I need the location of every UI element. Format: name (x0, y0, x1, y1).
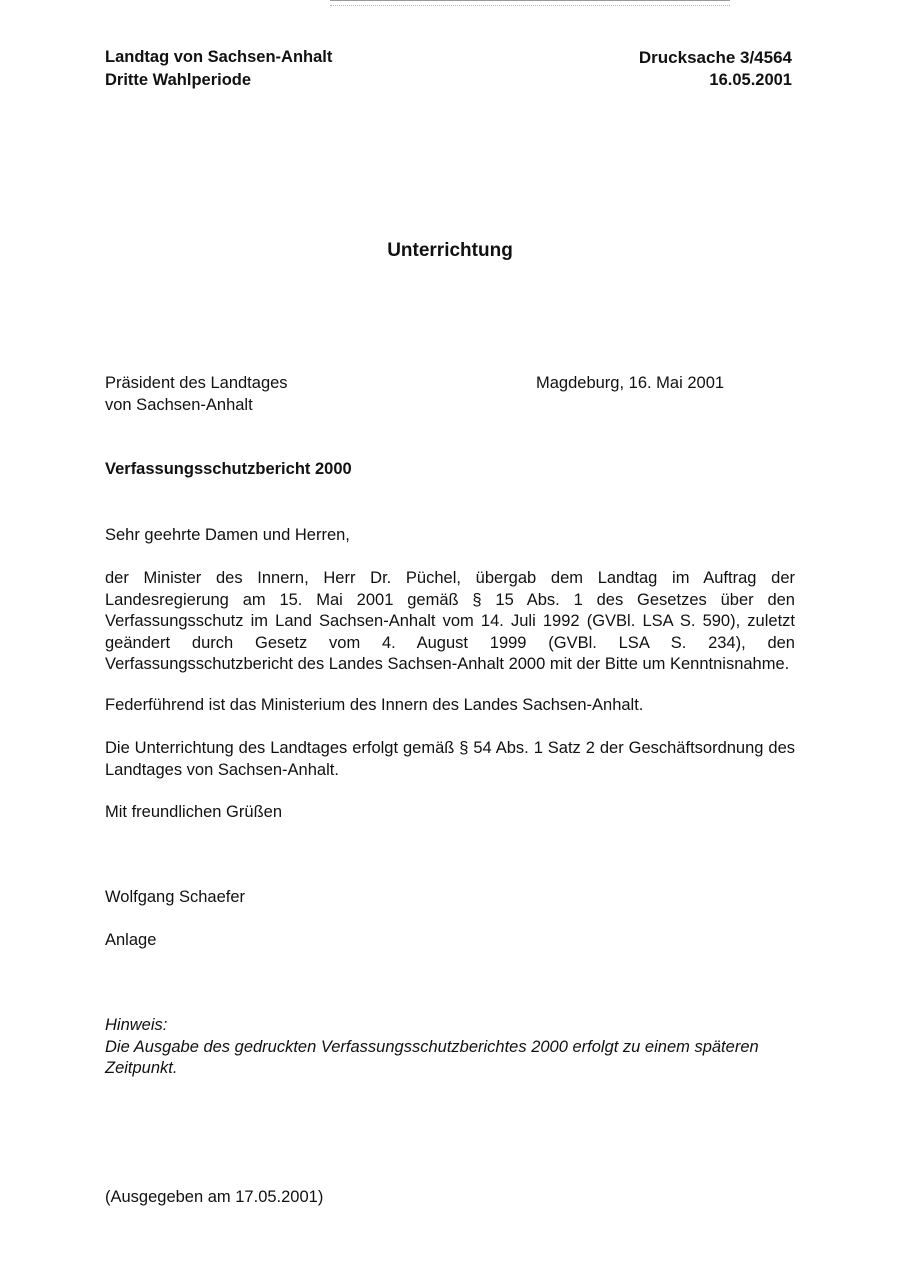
subject-line: Verfassungsschutzbericht 2000 (105, 460, 352, 478)
closing-greeting: Mit freundlichen Grüßen (105, 803, 282, 821)
attachment-label: Anlage (105, 931, 157, 949)
sender-line-2: von Sachsen-Anhalt (105, 395, 253, 414)
sender-line-1: Präsident des Landtages (105, 374, 288, 392)
signature-name: Wolfgang Schaefer (105, 888, 246, 906)
header-right (639, 46, 792, 92)
paragraph-procedure: Die Unterrichtung des Landtages erfolgt gemäß § 54 Abs. 1 Satz 2 der Geschäftsordnung des Landtages von Sachsen-Anhalt. (105, 739, 795, 779)
institution-name: Landtag von Sachsen-Anhalt (105, 48, 333, 66)
sender-block (105, 373, 288, 416)
legislative-period: Dritte Wahlperiode (105, 71, 252, 89)
note-label: Hinweis: (105, 1016, 168, 1034)
place-date: Magdeburg, 16. Mai 2001 (536, 374, 725, 392)
document-number: Drucksache 3/4564 (638, 48, 792, 67)
salutation: Sehr geehrte Damen und Herren, (105, 526, 350, 544)
paragraph-transmittal: der Minister des Innern, Herr Dr. Püchel, übergab dem Landtag im Auftrag der Landesregierung am 15. Mai 2001 gemäß § 15 Abs. 1 des Gesetzes über den Verfassungsschutz im Land Sachsen-Anhalt vom 14. Juli 1992 (GVBl. LSA S. 590), zuletzt geändert durch Gesetz vom 4. August 1999 (GVBl. LSA S. 234), den Verfassungsschutzbericht des Landes Sachsen-Anhalt 2000 mit der Bitte um Kenntnisnahme. (105, 569, 795, 673)
page-title: Unterrichtung (387, 240, 513, 261)
document-date: 16.05.2001 (709, 71, 792, 89)
note-block (105, 1015, 795, 1080)
header-left (105, 46, 332, 92)
paragraph-responsibility: Federführend ist das Ministerium des Innern des Landes Sachsen-Anhalt. (105, 696, 644, 714)
note-text: Die Ausgabe des gedruckten Verfassungsschutzberichtes 2000 erfolgt zu einem späteren Zeitpunkt. (105, 1037, 759, 1077)
issued-date: (Ausgegeben am 17.05.2001) (105, 1188, 324, 1206)
scan-edge-artifact (330, 0, 730, 6)
